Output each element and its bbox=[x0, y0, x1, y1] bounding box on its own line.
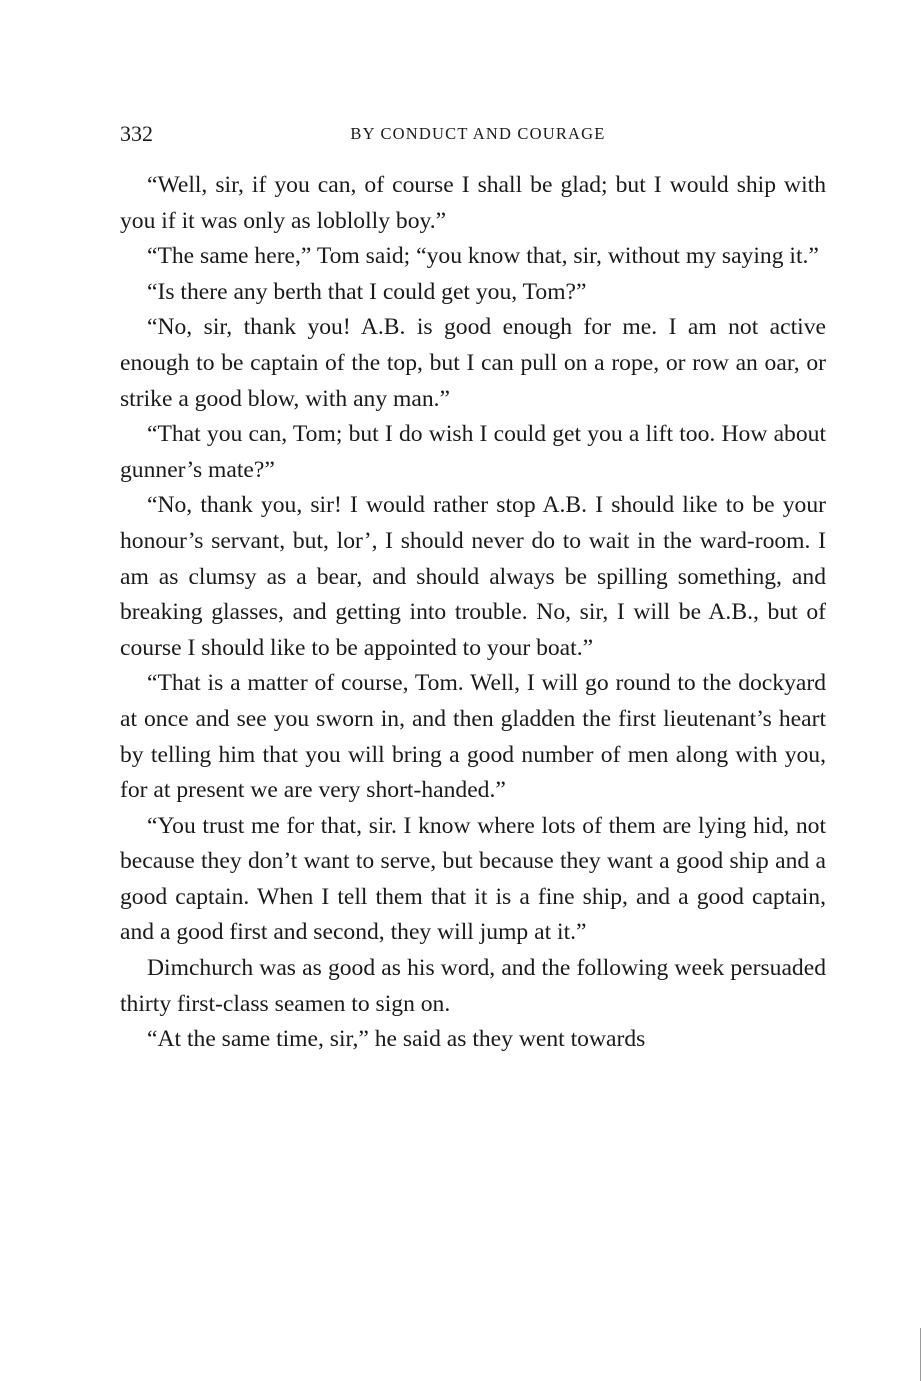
paragraph: “Is there any berth that I could get you, Tom?” bbox=[147, 278, 587, 305]
running-head bbox=[120, 118, 826, 150]
paragraph: “At the same time, sir,” he said as they went towards bbox=[147, 1026, 646, 1053]
paragraph: Dimchurch was as good as his word, and the following week persuaded thirty first-class seamen to sign on. bbox=[120, 955, 826, 1017]
paragraph: “That you can, Tom; but I do wish I could get you a lift too. How about gunner’s mate?” bbox=[120, 421, 826, 483]
running-title: BY CONDUCT AND COURAGE bbox=[350, 124, 606, 143]
paragraph: “The same here,” Tom said; “you know that, sir, without my saying it.” bbox=[147, 243, 819, 270]
paragraph: “Well, sir, if you can, of course I shall be glad; but I would ship with you if it was only as loblolly boy.” bbox=[120, 172, 826, 234]
paragraph: “That is a matter of course, Tom. Well, I will go round to the dockyard at once and see you sworn in, and then gladden the first lieutenant’s heart by telling him that you will bring a good number of men along with you, for at present we are very short-handed.” bbox=[120, 670, 826, 804]
paragraph: “You trust me for that, sir. I know where lots of them are lying hid, not because they don’t want to serve, but because they want a good ship and a good captain. When I tell them that it is a fine ship, and a good captain, and a good first and second, they will jump at it.” bbox=[120, 812, 826, 946]
paragraph: “No, sir, thank you! A.B. is good enough for me. I am not active enough to be captain of the top, but I can pull on a rope, or row an oar, or strike a good blow, with any man.” bbox=[120, 314, 826, 412]
paragraph: “No, thank you, sir! I would rather stop A.B. I should like to be your honour’s servant, but, lor’, I should never do to wait in the ward-room. I am as clumsy as a bear, and should always be spilling something, and breaking glasses, and getting into trouble. No, sir, I will be A.B., but of course I should like to be appointed to your boat.” bbox=[120, 492, 826, 661]
body-text bbox=[120, 168, 826, 1058]
scan-edge-mark bbox=[920, 1328, 921, 1381]
page-number: 332 bbox=[120, 121, 153, 146]
